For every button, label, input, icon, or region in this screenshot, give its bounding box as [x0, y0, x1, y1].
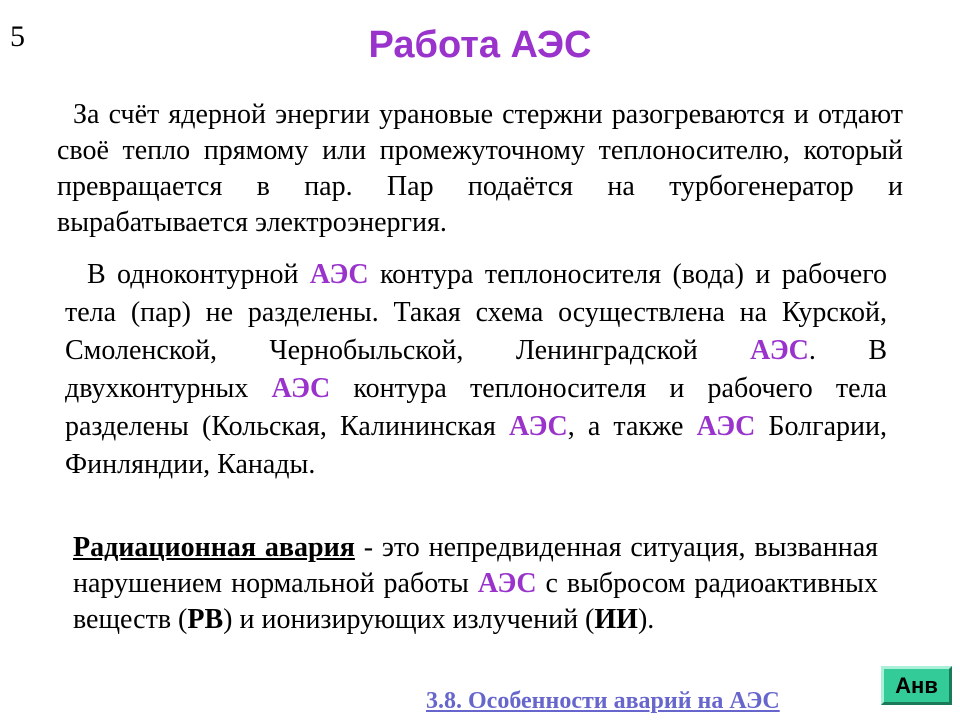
abbr-rv: РВ: [187, 604, 224, 635]
text-segment: ) и ионизирующих излучений (: [223, 604, 595, 635]
aes-highlight: АЭС: [271, 373, 331, 404]
anv-button[interactable]: Анв: [881, 666, 952, 705]
abbr-ii: ИИ: [594, 604, 638, 635]
aes-highlight: АЭС: [508, 411, 568, 442]
text-segment: В одноконтурной: [87, 259, 310, 290]
text-segment: . В двухконтурных: [65, 335, 887, 404]
slide-title: Работа АЭС: [368, 24, 592, 66]
aes-highlight: АЭС: [750, 335, 809, 366]
paragraph-circuit-types: [65, 256, 887, 484]
aes-highlight: АЭС: [309, 259, 369, 290]
slide-number: 5: [10, 20, 25, 53]
link-accident-features[interactable]: 3.8. Особенности аварий на АЭС: [426, 688, 780, 714]
term-radiation-accident: Радиационная авария: [73, 532, 355, 563]
text-segment: ).: [637, 604, 655, 635]
text-segment: - это непредвиденная ситуация, вызванная нарушением нормальной работы: [73, 532, 878, 599]
text-segment: контура теплоносителя (вода) и рабочего тела (пар) не разделены. Такая схема осуществлена на Курской, Смоленской, Чернобыльской, Ленинградской: [65, 259, 887, 366]
text-segment: , а также: [567, 411, 697, 442]
paragraph-radiation-accident: [73, 530, 878, 638]
text-segment: с выбросом радиоактивных веществ (: [73, 568, 878, 635]
text-segment: контура теплоносителя и рабочего тела разделены (Кольская, Калининская: [65, 373, 887, 442]
aes-highlight: АЭС: [696, 411, 756, 442]
text-segment: Болгарии, Финляндии, Канады.: [65, 411, 887, 480]
aes-highlight: АЭС: [477, 568, 537, 599]
paragraph-reactor-principle: За счёт ядерной энергии урановые стержни разогреваются и отдают своё тепло прямому или промежуточному теплоносителю, который превращается в пар. Пар подаётся на турбогенератор и вырабатывается электроэнергия.: [57, 99, 903, 238]
